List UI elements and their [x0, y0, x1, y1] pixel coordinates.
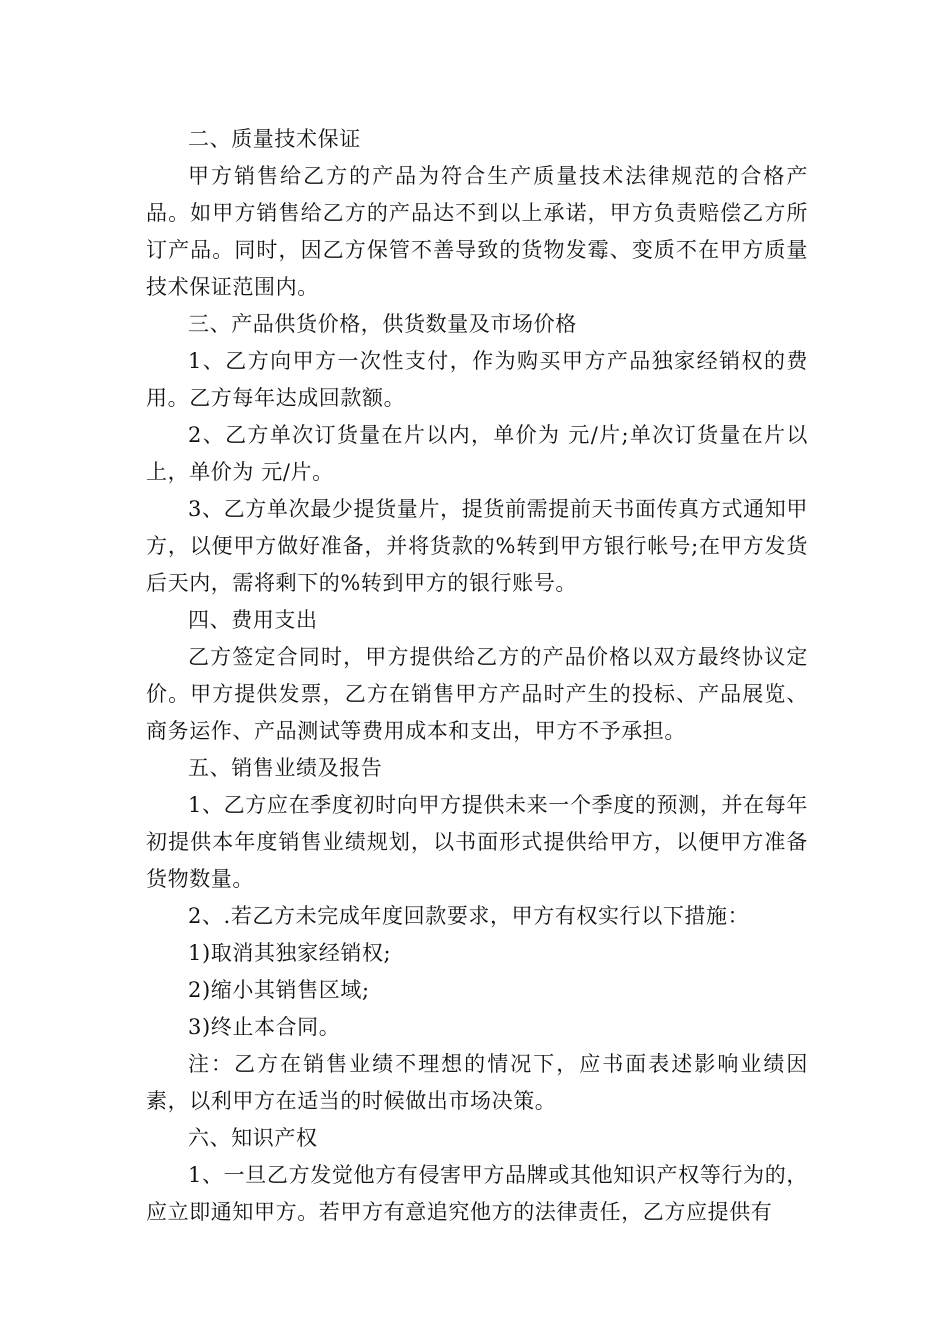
paragraph-sales-2: 2、.若乙方未完成年度回款要求，甲方有权实行以下措施： [188, 904, 750, 928]
section-heading-quality: 二、质量技术保证 [188, 127, 361, 151]
list-item-measure-3: 3)终止本合同。 [188, 1015, 341, 1039]
list-item-measure-1: 1)取消其独家经销权; [188, 941, 392, 965]
section-heading-sales: 五、销售业绩及报告 [188, 756, 383, 780]
document-page [146, 121, 808, 1231]
list-item-measure-2: 2)缩小其销售区域; [188, 978, 370, 1002]
section-heading-pricing: 三、产品供货价格，供货数量及市场价格 [188, 312, 577, 336]
paragraph-pricing-2: 2、乙方单次订货量在片以内，单价为 元/片;单次订货量在片以上，单价为 元/片。 [146, 423, 808, 484]
section-heading-expenses: 四、费用支出 [188, 608, 318, 632]
paragraph-quality-guarantee: 甲方销售给乙方的产品为符合生产质量技术法律规范的合格产品。如甲方销售给乙方的产品达不到以上承诺，甲方负责赔偿乙方所订产品。同时，因乙方保管不善导致的货物发霉、变质不在甲方质量技术保证范围内。 [146, 164, 808, 299]
section-heading-ip: 六、知识产权 [188, 1126, 318, 1150]
paragraph-pricing-1: 1、乙方向甲方一次性支付，作为购买甲方产品独家经销权的费用。乙方每年达成回款额。 [146, 349, 808, 410]
paragraph-sales-1: 1、乙方应在季度初时向甲方提供未来一个季度的预测，并在每年初提供本年度销售业绩规划，以书面形式提供给甲方，以便甲方准备货物数量。 [146, 793, 808, 891]
paragraph-note: 注：乙方在销售业绩不理想的情况下，应书面表述影响业绩因素，以利甲方在适当的时候做出市场决策。 [146, 1052, 808, 1113]
paragraph-pricing-3: 3、乙方单次最少提货量片，提货前需提前天书面传真方式通知甲方，以便甲方做好准备，并将货款的%转到甲方银行帐号;在甲方发货后天内，需将剩下的%转到甲方的银行账号。 [146, 497, 808, 595]
paragraph-ip-1: 1、一旦乙方发觉他方有侵害甲方品牌或其他知识产权等行为的，应立即通知甲方。若甲方有意追究他方的法律责任，乙方应提供有 [146, 1163, 808, 1224]
paragraph-expenses: 乙方签定合同时，甲方提供给乙方的产品价格以双方最终协议定价。甲方提供发票，乙方在销售甲方产品时产生的投标、产品展览、商务运作、产品测试等费用成本和支出，甲方不予承担。 [146, 645, 808, 743]
